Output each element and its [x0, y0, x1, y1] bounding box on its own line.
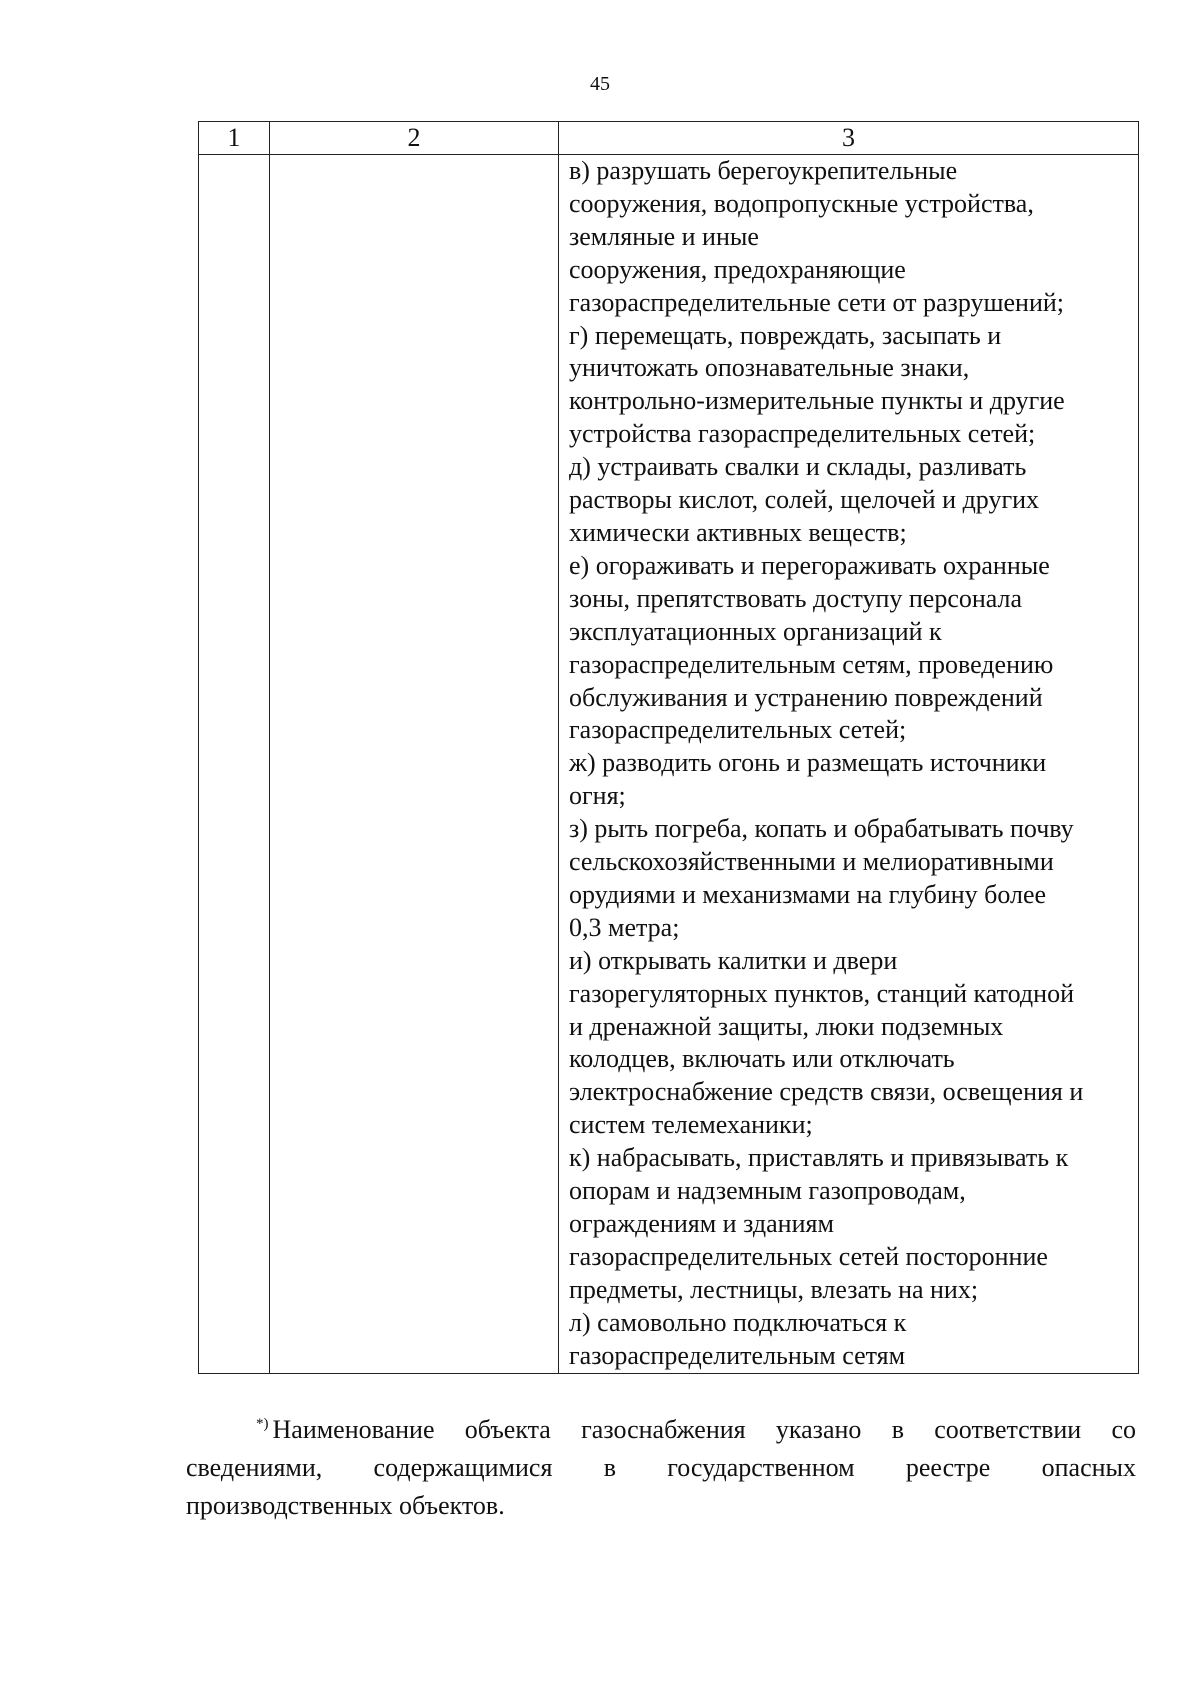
cell-col2: [270, 155, 559, 1374]
text-line: систем телемеханики;: [569, 1110, 813, 1140]
footnote-line-3: производственных объектов.: [186, 1491, 505, 1520]
table-row: [199, 155, 1139, 1374]
text-line: газораспределительные сети от разрушений;: [569, 287, 1065, 317]
table-header-row: [199, 122, 1139, 155]
text-line: и дренажной защиты, люки подземных: [569, 1011, 1004, 1041]
text-line: ограждениям и зданиям: [569, 1209, 834, 1238]
requirements-table: [198, 121, 1139, 1374]
text-line: л) самовольно подключаться к: [569, 1307, 907, 1337]
text-line: в) разрушать берегоукрепительные: [569, 156, 958, 185]
text-line: огня;: [569, 781, 626, 811]
footnote-marker: *): [256, 1416, 269, 1432]
text-line: эксплуатационных организаций к: [569, 616, 942, 646]
text-line: газораспределительным сетям, проведению: [569, 649, 1054, 679]
text-line: орудиями и механизмами на глубину более: [569, 879, 1047, 909]
cell-col3: [559, 155, 1139, 1374]
text-line: газораспределительным сетям: [569, 1340, 906, 1370]
text-line: уничтожать опознавательные знаки,: [569, 353, 970, 383]
text-line: предметы, лестницы, влезать на них;: [569, 1274, 979, 1304]
text-line: зоны, препятствовать доступу персонала: [569, 583, 1023, 613]
footnote: [186, 1405, 1136, 1525]
text-line: 0,3 метра;: [569, 912, 680, 942]
footnote-text-1: Наименование объекта газоснабжения указано в соответствии со: [272, 1415, 1136, 1444]
text-line: контрольно-измерительные пункты и другие: [569, 386, 1065, 416]
footnote-line-2: сведениями, содержащимися в государственном реестре опасных: [186, 1453, 1136, 1482]
text-line: земляные и иные: [569, 221, 759, 251]
prohibitions-list: [569, 155, 1132, 1373]
text-line: газорегуляторных пунктов, станций катодной: [569, 978, 1074, 1008]
text-line: электроснабжение средств связи, освещения и: [569, 1077, 1084, 1107]
column-header-2: 2: [270, 122, 559, 155]
text-line: г) перемещать, повреждать, засыпать и: [569, 320, 1002, 350]
text-line: ж) разводить огонь и размещать источники: [569, 748, 1047, 778]
text-line: е) огораживать и перегораживать охранные: [569, 550, 1050, 580]
text-line: газораспределительных сетей посторонние: [569, 1241, 1048, 1271]
text-line: к) набрасывать, приставлять и привязывать к: [569, 1143, 1069, 1173]
text-line: д) устраивать свалки и склады, разливать: [569, 452, 1027, 482]
text-line: устройства газораспределительных сетей;: [569, 419, 1036, 449]
text-line: и) открывать калитки и двери: [569, 945, 898, 975]
text-line: обслуживания и устранению повреждений: [569, 682, 1043, 712]
text-line: з) рыть погреба, копать и обрабатывать почву: [569, 814, 1074, 844]
cell-col1: [199, 155, 270, 1374]
text-line: опорам и надземным газопроводам,: [569, 1176, 966, 1206]
text-line: газораспределительных сетей;: [569, 715, 907, 745]
page-number: 45: [590, 73, 610, 95]
text-line: растворы кислот, солей, щелочей и других: [569, 485, 1040, 515]
column-header-1: 1: [199, 122, 270, 155]
footnote-line-1: [186, 1405, 1136, 1449]
text-line: сооружения, предохраняющие: [569, 254, 906, 284]
column-header-3: 3: [559, 122, 1139, 155]
text-line: сооружения, водопропускные устройства,: [569, 188, 1034, 218]
text-line: химически активных веществ;: [569, 517, 907, 547]
text-line: колодцев, включать или отключать: [569, 1044, 955, 1074]
text-line: сельскохозяйственными и мелиоративными: [569, 847, 1054, 877]
